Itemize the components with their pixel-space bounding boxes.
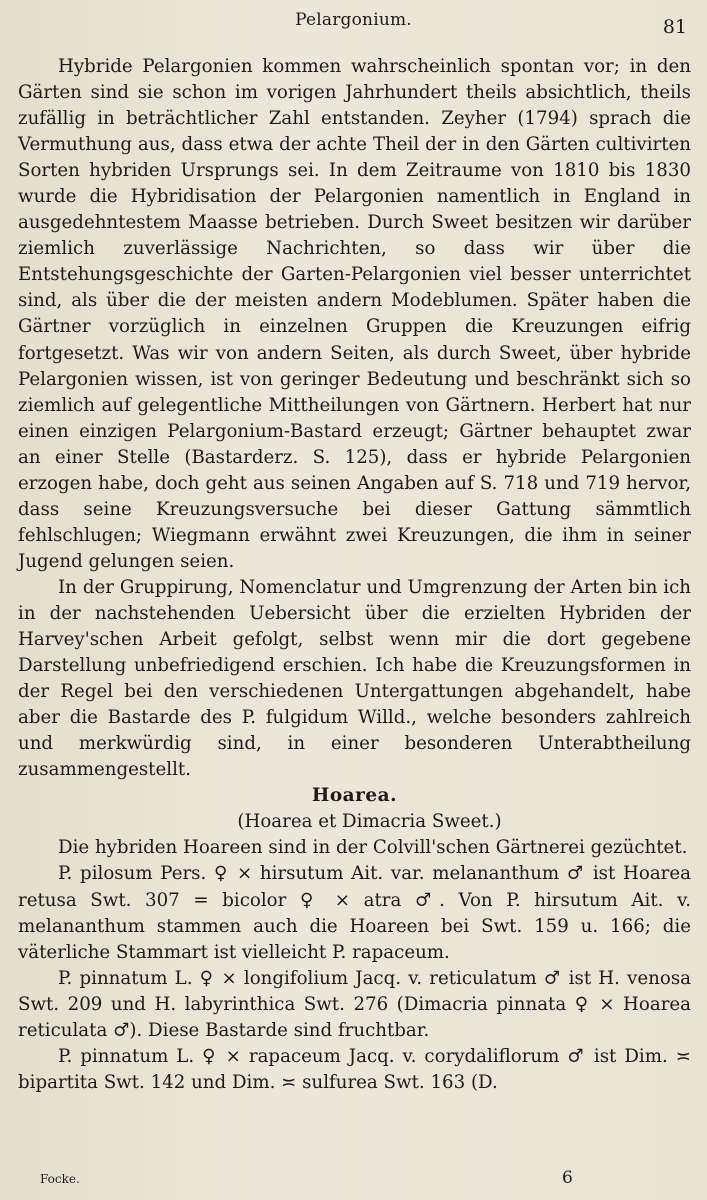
page-header xyxy=(0,6,707,38)
paragraph-pinnatum-rapaceum: P. pinnatum L. ♀ ⨯ rapaceum Jacq. v. corydaliflorum ♂ ist Dim. ≍ bipartita Swt. 142 und Dim. ≍ sulfurea Swt. 163 (D. xyxy=(18,1045,691,1093)
paragraph-hoareen: Die hybriden Hoareen sind in der Colvill'schen Gärtnerei gezüchtet. xyxy=(58,837,688,859)
page-number: 81 xyxy=(662,16,687,38)
paragraph-intro: Hybride Pelargonien kommen wahrscheinlich spontan vor; in den Gärten sind sie schon im vorigen Jahrhundert theils absichtlich, theils zufällig in beträchtlicher Zahl entstanden. Zeyher (1794) sprach die Vermuthung aus, dass etwa der achte Theil der in den Gärten cultivirten Sorten hybriden Ursprungs sei. In dem Zeitraume von 1810 bis 1830 wurde die Hybridisation der Pelargonien namentlich in England in ausgedehntestem Maasse betrieben. Durch Sweet besitzen wir darüber ziemlich zuverlässige Nachrichten, so dass wir über die Entstehungsgeschichte der Garten-Pelargonien viel besser unterrichtet sind, als über die der meisten andern Modeblumen. Später haben die Gärtner vorzüglich in einzelnen Gruppen die Kreuzungen eifrig fortgesetzt. Was wir von andern Seiten, als durch Sweet, über hybride Pelargonien wissen, ist von geringer Bedeutung und beschränkt sich so ziemlich auf gelegentliche Mittheilungen von Gärtnern. Herbert hat nur einen einzigen Pelargonium-Bastard erzeugt; Gärtner behauptet zwar an einer Stelle (Bastarderz. S. 125), dass er hybride Pelargonien erzogen habe, doch geht aus seinen Angaben auf S. 718 und 719 hervor, dass seine Kreuzungsversuche bei dieser Gattung sämmtlich fehlschlugen; Wiegmann erwähnt zwei Kreuzungen, die ihm in seiner Jugend gelungen seien. xyxy=(18,56,691,572)
section-heading: Hoarea. xyxy=(311,785,398,807)
footer-author: Focke. xyxy=(40,1172,80,1186)
paragraph-classification: In der Gruppirung, Nomenclatur und Umgrenzung der Arten bin ich in der nachstehenden Uebersicht über die erzielten Hybriden der Harvey'schen Arbeit gefolgt, selbst wenn mir die dort gegebene Darstellung unbefriedigend erschien. Ich habe die Kreuzungsformen in der Regel bei den verschiedenen Untergattungen abgehandelt, habe aber die Bastarde des P. fulgidum Willd., welche besonders zahlreich und merkwürdig sind, in einer besonderen Unterabtheilung zusammengestellt. xyxy=(18,576,691,781)
running-title: Pelargonium. xyxy=(295,10,412,30)
signature-mark: 6 xyxy=(562,1168,573,1188)
paragraph-pilosum: P. pilosum Pers. ♀ ⨯ hirsutum Ait. var. melananthum ♂ ist Hoarea retusa Swt. 307 = bicolor ♀ ⨯ atra ♂. Von P. hirsutum Ait. v. melananthum stammen auch die Hoareen bei Swt. 159 u. 166; die väterliche Stammart ist vielleicht P. rapaceum. xyxy=(18,863,691,963)
paragraph-pinnatum-longifolium: P. pinnatum L. ♀ ⨯ longifolium Jacq. v. reticulatum ♂ ist H. venosa Swt. 209 und H. labyrinthica Swt. 276 (Dimacria pinnata ♀ ⨯ Hoarea reticulata ♂). Diese Bastarde sind fruchtbar. xyxy=(18,967,691,1041)
section-subheading: (Hoarea et Dimacria Sweet.) xyxy=(237,811,502,833)
page-footer xyxy=(0,1168,707,1192)
page-body xyxy=(18,54,691,1096)
